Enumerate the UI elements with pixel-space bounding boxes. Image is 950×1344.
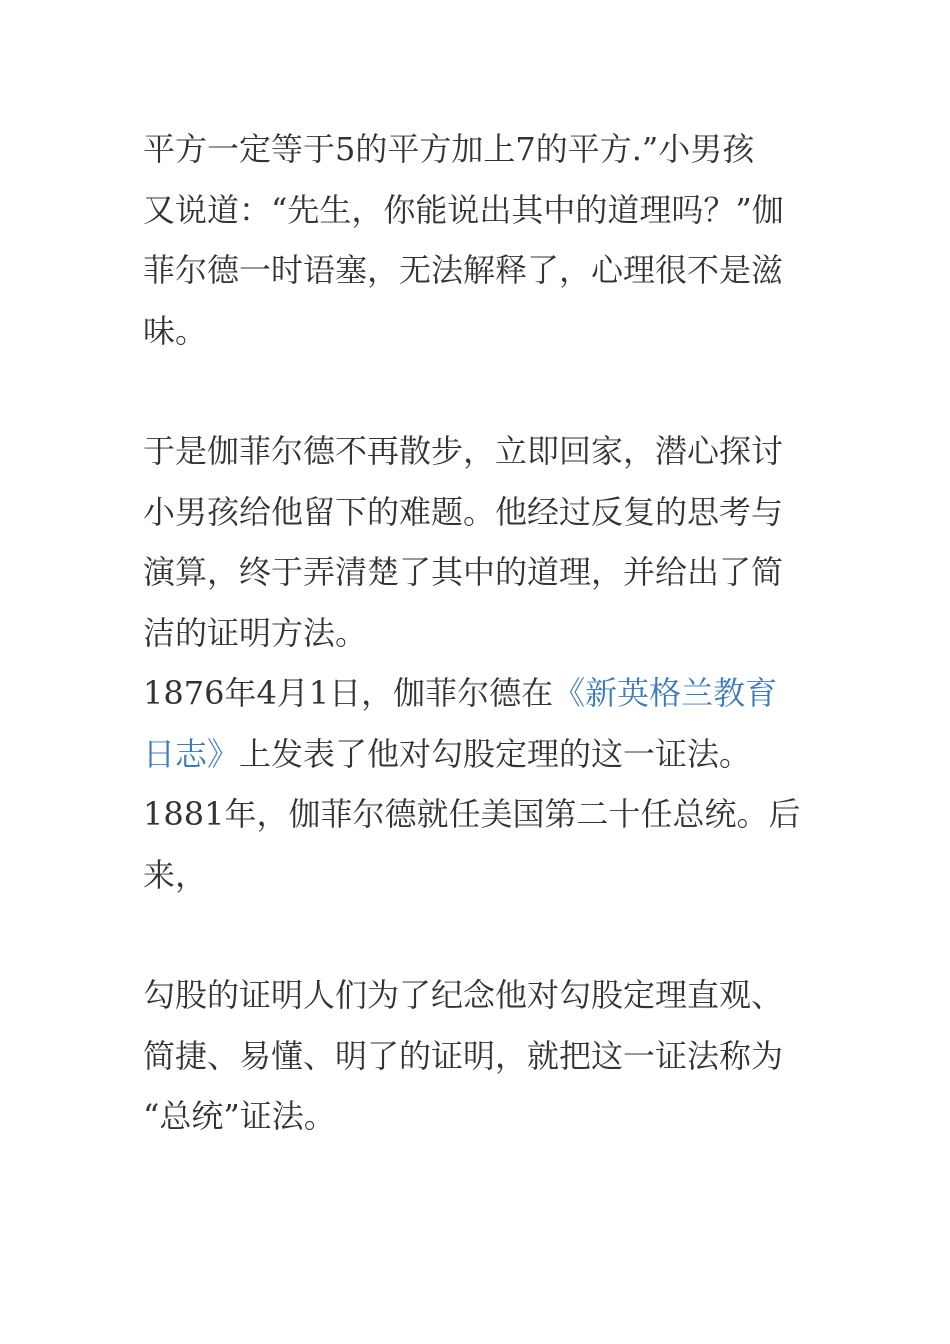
text-line: “总统”证法。 xyxy=(143,1097,336,1135)
paragraph-spacer xyxy=(143,905,808,965)
text-line: 又说道：“先生，你能说出其中的道理吗？”伽 xyxy=(143,190,784,229)
text-line: 演算，终于弄清楚了其中的道理，并给出了简 xyxy=(143,553,784,591)
document-body xyxy=(143,119,808,1147)
text-line: 平方一定等于5的平方加上7的平方.”小男孩 xyxy=(143,130,755,168)
paragraph-3 xyxy=(143,663,808,784)
text-line: 于是伽菲尔德不再散步，立即回家，潜心探讨 xyxy=(143,432,784,470)
paragraph-1 xyxy=(143,119,808,361)
text-line: 洁的证明方法。 xyxy=(143,613,368,652)
text-line: 来， xyxy=(143,855,208,894)
date-text: 1876年4月1日，伽菲尔德在 xyxy=(143,674,554,712)
paragraph-spacer xyxy=(143,361,808,421)
text-line: 小男孩给他留下的难题。他经过反复的思考与 xyxy=(143,492,784,531)
paragraph-2 xyxy=(143,421,808,663)
sentence-text: 上发表了他对勾股定理的这一证法。 xyxy=(239,734,752,773)
paragraph-5 xyxy=(143,965,808,1147)
text-line: 勾股的证明人们为了纪念他对勾股定理直观、 xyxy=(143,976,784,1014)
paragraph-4 xyxy=(143,784,808,905)
text-line xyxy=(143,724,808,785)
text-line xyxy=(143,663,808,724)
text-line: 简捷、易懂、明了的证明，就把这一证法称为 xyxy=(143,1036,784,1075)
text-line: 1881年，伽菲尔德就任美国第二十任总统。后 xyxy=(143,795,801,833)
journal-link-continued[interactable]: 日志》 xyxy=(143,734,240,773)
text-line: 味。 xyxy=(143,311,208,350)
text-line: 菲尔德一时语塞，无法解释了，心理很不是滋 xyxy=(143,251,784,289)
journal-link[interactable]: 《新英格兰教育 xyxy=(553,674,778,712)
